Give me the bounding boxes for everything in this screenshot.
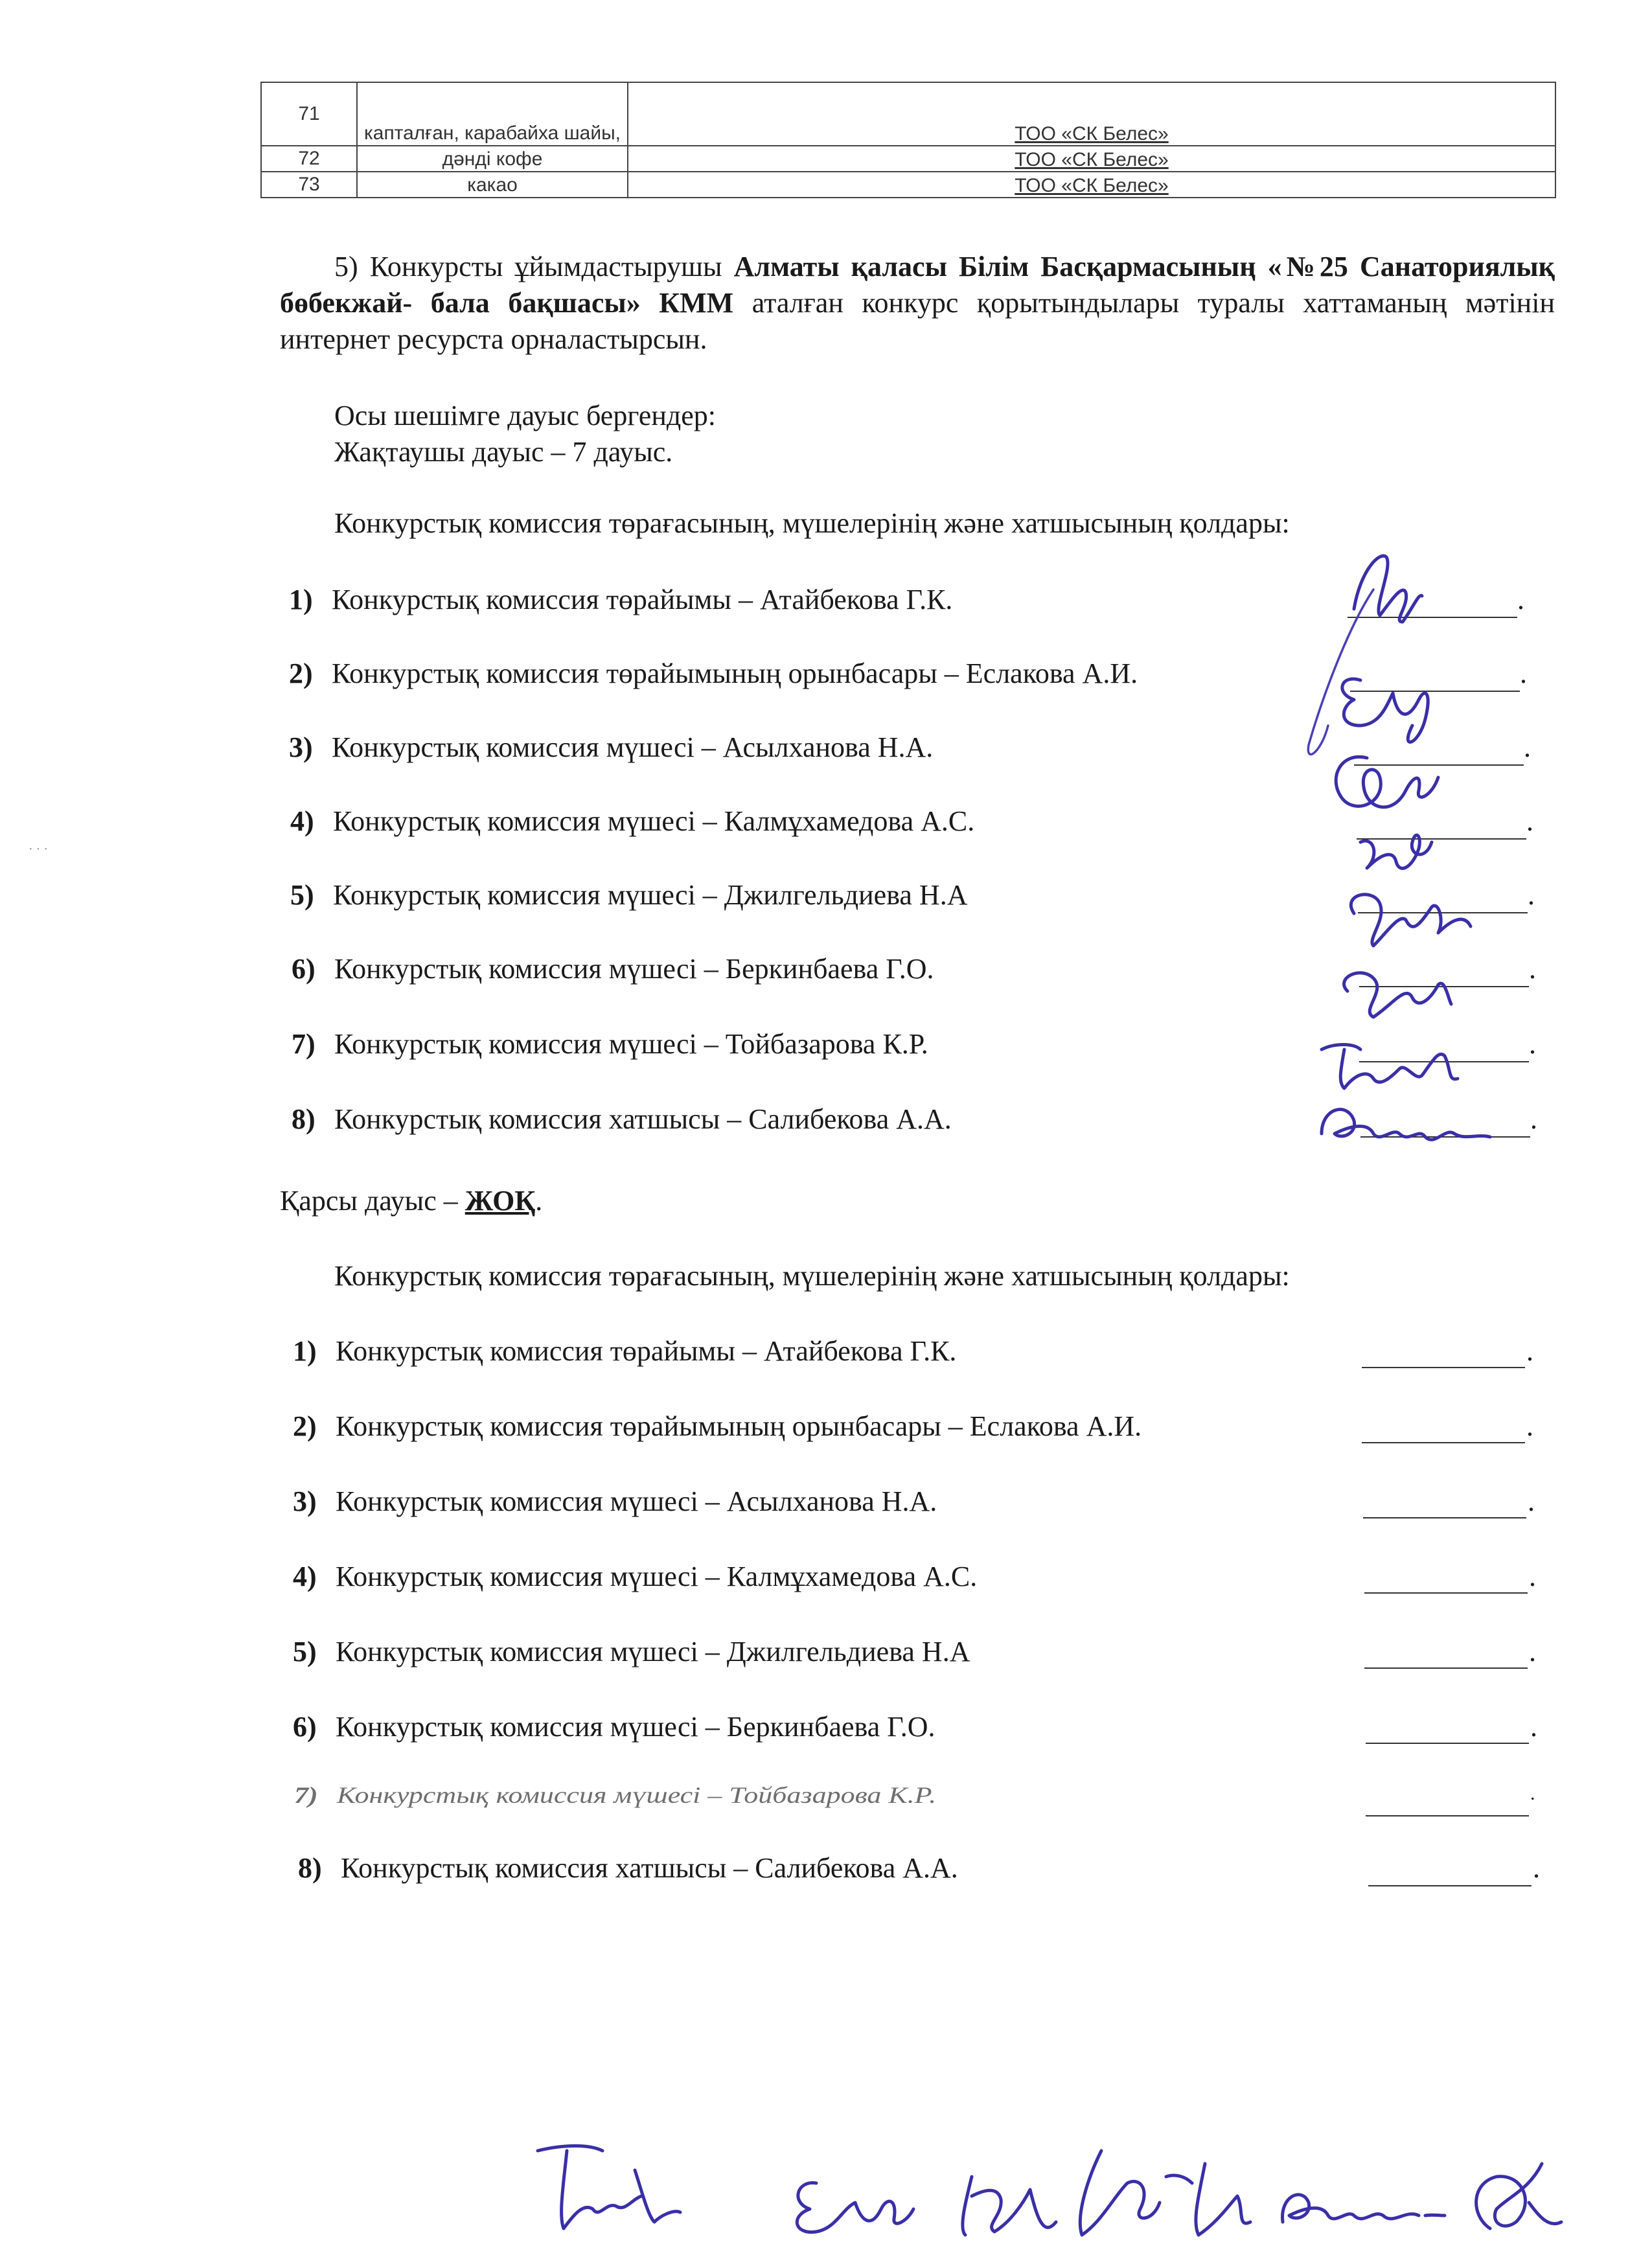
- supplier-name: ТОО «СК Белес»: [628, 82, 1555, 146]
- signatory-row: [289, 731, 933, 764]
- signatory-text: Конкурстық комиссия мүшесі – Калмұхамедова А.С.: [336, 1561, 978, 1592]
- signature-line: [1366, 1815, 1529, 1816]
- voted-label: Осы шешімге дауыс бергендер:: [334, 400, 717, 431]
- footer-initial-1: [538, 2146, 680, 2229]
- footer-initial-5: [1283, 2195, 1445, 2222]
- signatory-text: Конкурстық комиссия төрайымының орынбасары – Еслакова А.И.: [332, 658, 1138, 689]
- signatory-text: Конкурстық комиссия мүшесі – Джилгельдиева Н.А: [336, 1636, 970, 1667]
- signatory-text: Конкурстық комиссия мүшесі – Беркинбаева Г.О.: [336, 1711, 935, 1743]
- items-table: [260, 82, 1556, 198]
- supplier-name: ТОО «СК Белес»: [628, 146, 1555, 172]
- signatory-number: 1): [293, 1335, 317, 1367]
- signature-dot: .: [1526, 1410, 1533, 1442]
- signatory-number: 8): [292, 1103, 315, 1135]
- signatory-row: [293, 1334, 956, 1368]
- signature-dot: .: [1528, 1485, 1535, 1517]
- signatory-text: Конкурстық комиссия мүшесі – Джилгельдиева Н.А: [333, 879, 968, 911]
- signatory-text: Конкурстық комиссия мүшесі – Тойбазарова К.Р.: [337, 1781, 937, 1808]
- signatory-row: [293, 1410, 1141, 1443]
- against-value: ЖОҚ: [465, 1185, 536, 1217]
- signature-4: [1360, 835, 1432, 868]
- footer-initial-6: [1476, 2164, 1561, 2228]
- signature-line: [1362, 1367, 1525, 1368]
- signatory-row: [293, 1560, 977, 1593]
- signature-1: [1354, 556, 1422, 622]
- signatory-text: Конкурстық комиссия мүшесі – Асылханова Н.А.: [332, 731, 934, 763]
- row-number: 73: [261, 172, 357, 198]
- table-row: [261, 146, 1555, 172]
- signatory-text: Конкурстық комиссия хатшысы – Салибекова А.А.: [334, 1103, 952, 1135]
- signature-dot: .: [1526, 805, 1533, 837]
- signature-6: [1344, 973, 1451, 1017]
- signature-dot: .: [1517, 584, 1524, 615]
- signatory-number: 8): [298, 1852, 322, 1884]
- signatory-number: 2): [293, 1410, 317, 1442]
- signatory-text: Конкурстық комиссия мүшесі – Асылханова Н.А.: [336, 1485, 937, 1517]
- signatory-text: Конкурстық комиссия мүшесі – Беркинбаева Г.О.: [334, 953, 934, 985]
- footer-initial-3: [963, 2177, 1056, 2235]
- signature-dot: .: [1530, 1711, 1537, 1743]
- signatory-row: [292, 1103, 952, 1136]
- signature-dot: .: [1529, 1028, 1536, 1060]
- signatory-row: [292, 1027, 928, 1060]
- footer-initials: [518, 2125, 1568, 2254]
- signature-dot: .: [1529, 1561, 1536, 1592]
- scan-smudge: · · ·: [29, 842, 48, 856]
- signatory-number: 4): [290, 805, 314, 837]
- row-number: 71: [261, 82, 357, 146]
- against-label: Қарсы дауыс –: [280, 1185, 458, 1217]
- signatory-row: [289, 583, 952, 616]
- signature-dot: .: [1524, 731, 1531, 763]
- signature-line: [1364, 1667, 1528, 1669]
- signatures-heading: Конкурстық комиссия төрағасының, мүшелерінің және хатшысының қолдары:: [334, 507, 1290, 539]
- signatory-text: Конкурстық комиссия төрайымы – Атайбекова Г.К.: [336, 1335, 957, 1367]
- signatory-number: 6): [293, 1711, 317, 1743]
- product-name: дәнді кофе: [357, 146, 628, 172]
- signature-line: [1363, 1517, 1526, 1518]
- signature-dot: .: [1528, 879, 1535, 911]
- signature-dot: .: [1530, 1103, 1537, 1135]
- signature-line: [1368, 1885, 1532, 1886]
- signature-8: [1322, 1110, 1490, 1140]
- signatures-heading-2: Конкурстық комиссия төрағасының, мүшелерінің және хатшысының қолдары:: [334, 1260, 1290, 1292]
- signatory-row: [298, 1851, 958, 1884]
- table-row: [261, 82, 1555, 146]
- signatory-number: 7): [294, 1781, 318, 1808]
- signatory-row: [293, 1635, 970, 1668]
- signatory-row: [292, 952, 934, 985]
- signatory-number: 4): [293, 1561, 317, 1592]
- product-name: какао: [357, 172, 628, 198]
- signature-5: [1351, 895, 1471, 946]
- signatory-text: Конкурстық комиссия хатшысы – Салибекова А.А.: [341, 1852, 958, 1884]
- signature-dot: .: [1526, 1335, 1533, 1367]
- signature-7: [1322, 1045, 1458, 1089]
- signatory-number: 3): [293, 1485, 317, 1517]
- footer-initial-2: [797, 2183, 913, 2232]
- row-number: 72: [261, 146, 357, 172]
- signatory-number: 1): [289, 584, 313, 615]
- signature-3: [1336, 757, 1438, 807]
- signatory-text: Конкурстық комиссия мүшесі – Калмұхамедова А.С.: [333, 805, 975, 837]
- signatory-row: [294, 1781, 936, 1809]
- signatory-text: Конкурстық комиссия мүшесі – Тойбазарова К.Р.: [334, 1028, 928, 1060]
- paragraph-5-suffix: аталған конкурс қорытындылары туралы хаттаманың мәтінін интернет ресурста орналастырсын.: [280, 287, 1555, 355]
- paragraph-5-prefix: 5) Конкурсты ұйымдастырушы: [334, 251, 722, 282]
- signature-2: [1342, 679, 1428, 742]
- signature-dot: .: [1520, 658, 1527, 689]
- signatory-row: [289, 657, 1138, 690]
- signature-line: [1366, 1743, 1529, 1744]
- signature-line: [1364, 1592, 1528, 1594]
- signatory-row: [293, 1710, 935, 1743]
- signatory-number: 6): [292, 953, 315, 985]
- product-name: капталған, карабайха шайы,: [357, 82, 628, 146]
- signatory-number: 3): [289, 731, 313, 763]
- signature-dot: .: [1533, 1852, 1540, 1884]
- paragraph-5: [280, 249, 1555, 358]
- organization-name: Алматы қаласы Білім Басқармасының «№25 Санаториялық бөбекжай- бала бақшасы» КММ: [280, 251, 1555, 319]
- for-votes: Жақтаушы дауыс – 7 дауыс.: [334, 436, 673, 468]
- signatory-row: [290, 805, 974, 838]
- signature-dot: .: [1529, 953, 1536, 985]
- against-suffix: .: [535, 1185, 543, 1217]
- against-votes: [280, 1184, 542, 1217]
- signatory-number: 2): [289, 658, 313, 689]
- table-row: [261, 172, 1555, 198]
- signatory-text: Конкурстық комиссия төрайымы – Атайбекова Г.К.: [332, 584, 953, 615]
- signature-line: [1362, 1442, 1525, 1443]
- signature-dot: .: [1529, 1636, 1536, 1667]
- signatory-row: [293, 1485, 937, 1518]
- signature-dot: .: [1530, 1783, 1535, 1804]
- signatory-number: 7): [292, 1028, 315, 1060]
- handwritten-signatures: [1283, 531, 1555, 1166]
- signatory-row: [290, 878, 967, 911]
- supplier-name: ТОО «СК Белес»: [628, 172, 1555, 198]
- signatory-number: 5): [293, 1636, 317, 1667]
- signatory-text: Конкурстық комиссия төрайымының орынбасары – Еслакова А.И.: [336, 1410, 1142, 1442]
- footer-initial-4: [1080, 2151, 1250, 2235]
- signatory-number: 5): [290, 879, 314, 911]
